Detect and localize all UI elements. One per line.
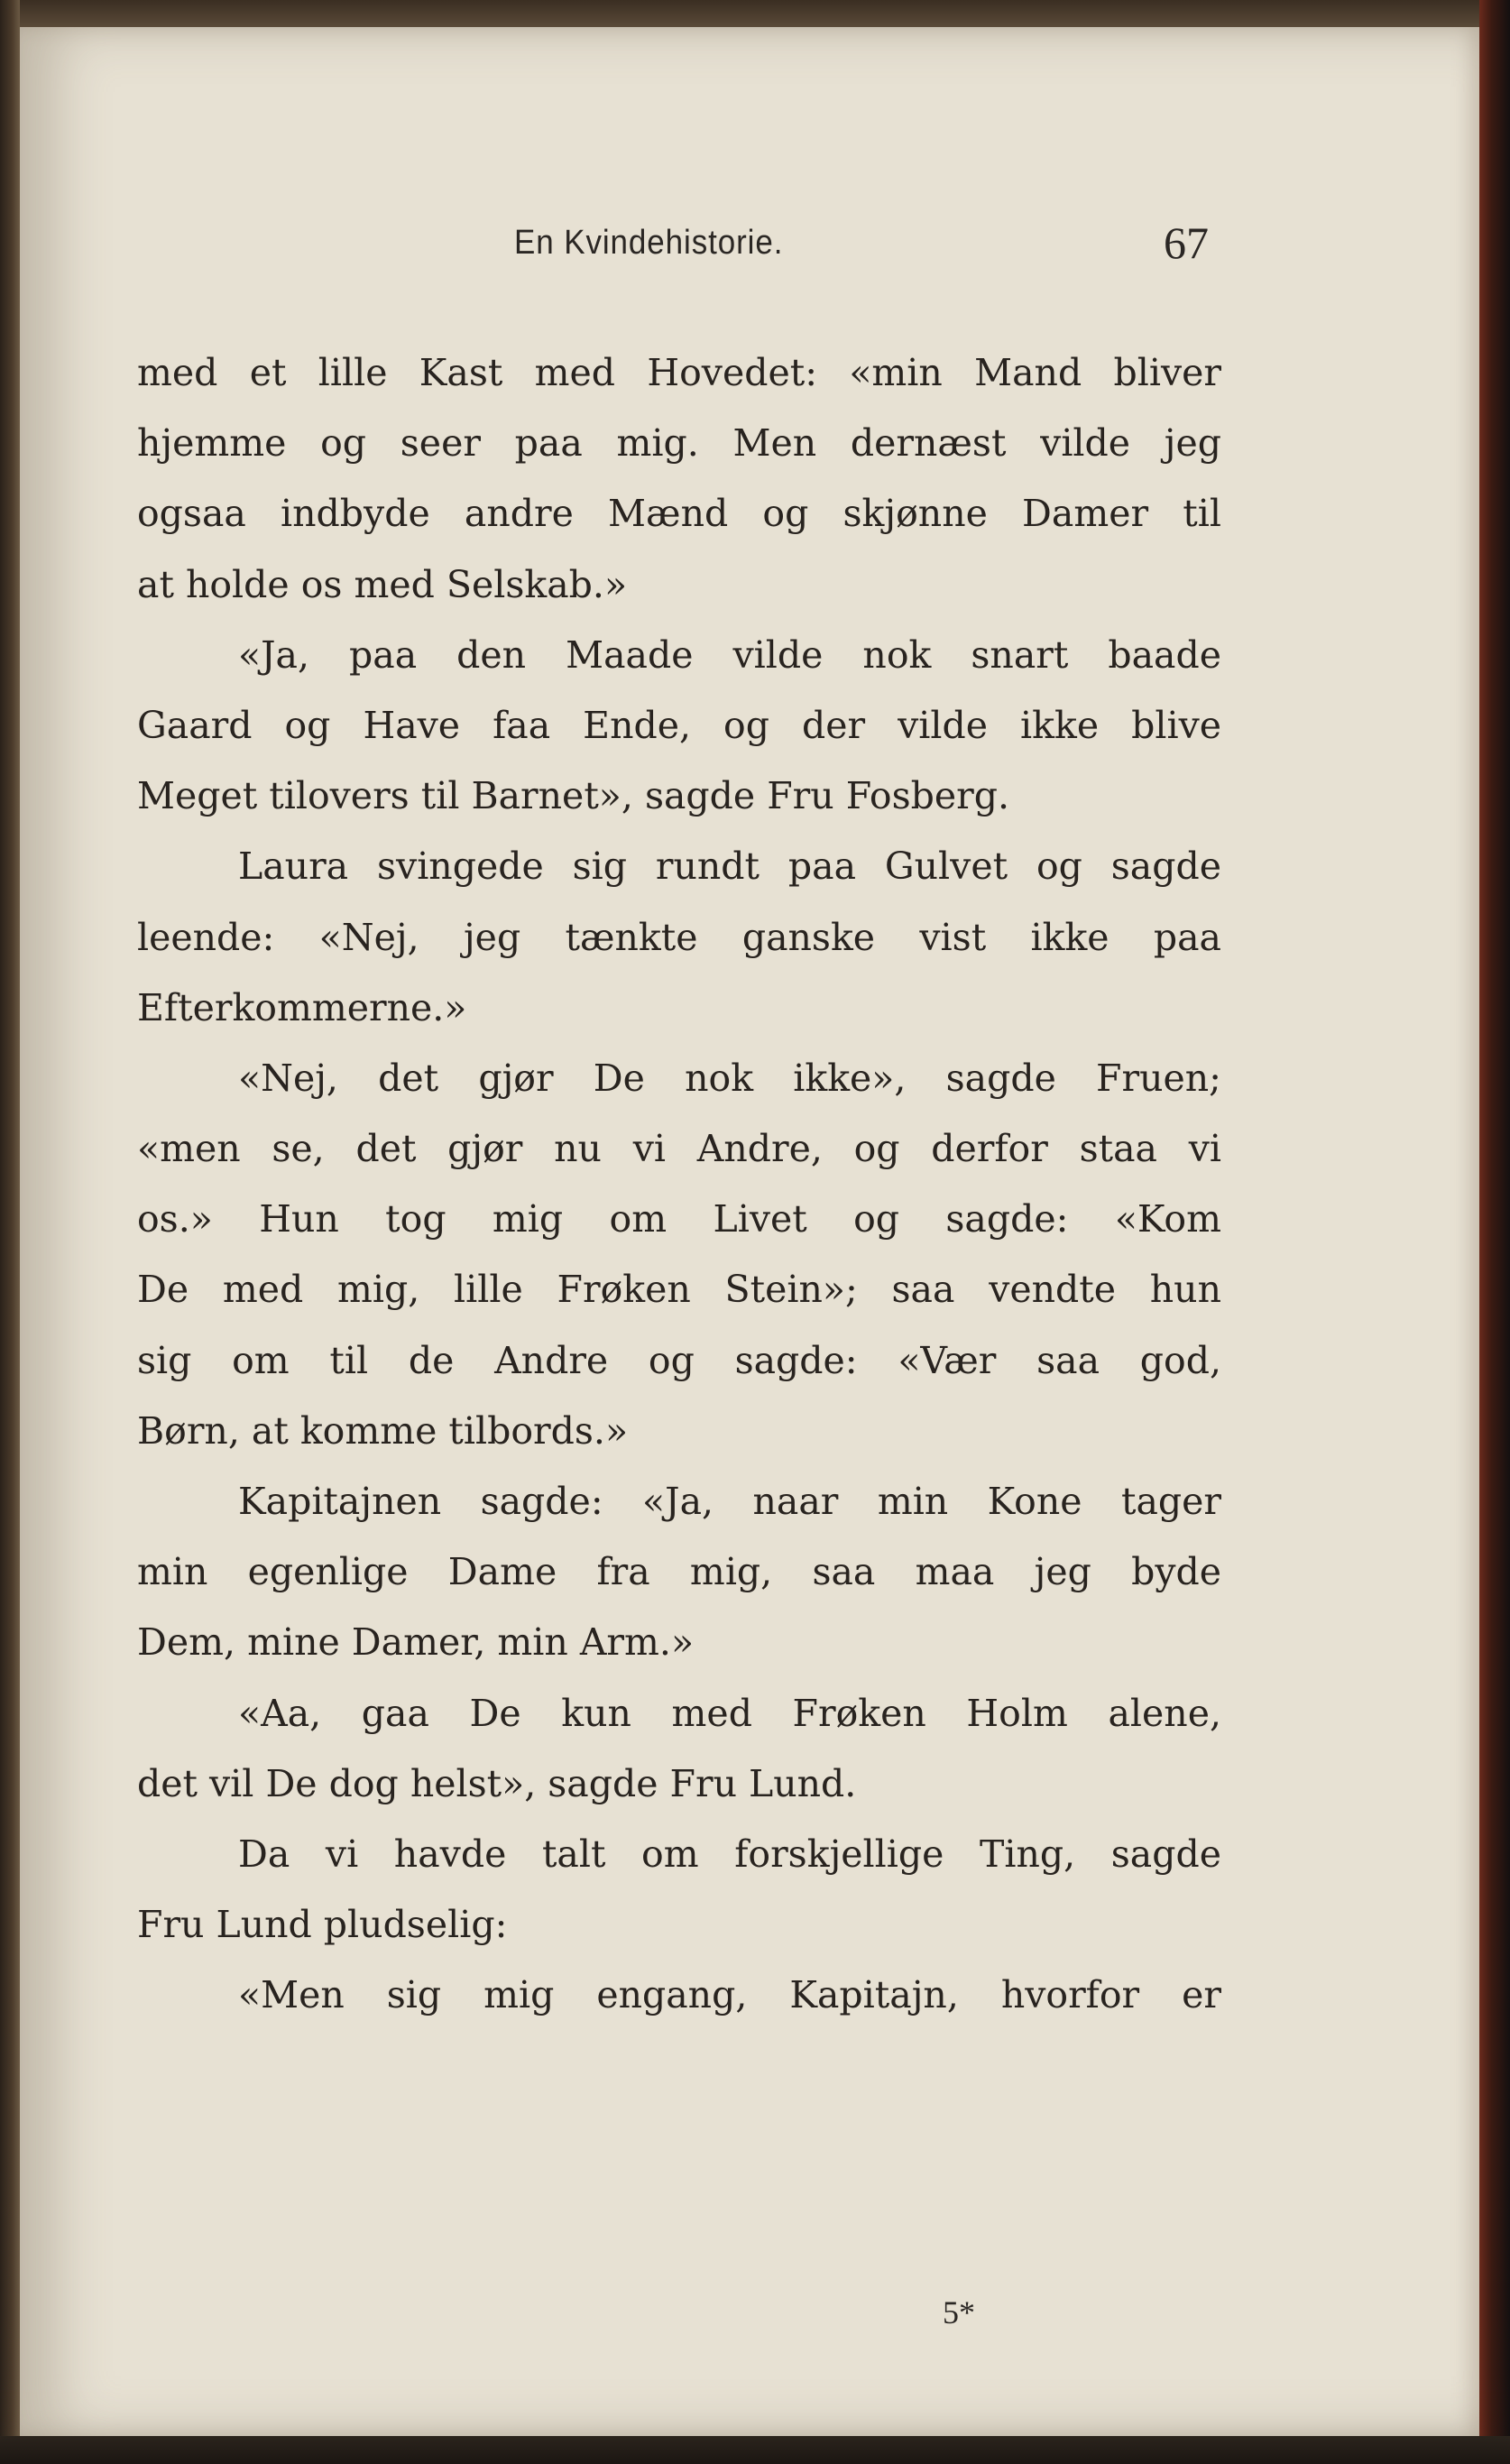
text-line: «men se, det gjør nu vi Andre, og derfor staa vi [137, 1127, 1221, 1171]
body-text [137, 337, 1221, 2031]
text-line: Kapitajnen sagde: «Ja, naar min Kone tager [238, 1480, 1221, 1523]
text-line: De med mig, lille Frøken Stein»; saa vendte hun [137, 1268, 1221, 1312]
text-line: «Ja, paa den Maade vilde nok snart baade [238, 632, 1221, 677]
text-line: det vil De dog helst», sagde Fru Lund. [137, 1761, 857, 1805]
page-number: 67 [1164, 217, 1209, 268]
text-line: «Aa, gaa De kun med Frøken Holm alene, [238, 1691, 1221, 1735]
text-line: Gaard og Have faa Ende, og der vilde ikke blive [137, 703, 1221, 747]
book-cover-edge [1479, 0, 1510, 2464]
text-line: Meget tilovers til Barnet», sagde Fru Fosberg. [137, 774, 1010, 818]
text-line: Dem, mine Damer, min Arm.» [137, 1620, 695, 1665]
text-line: leende: «Nej, jeg tænkte ganske vist ikke paa [137, 915, 1221, 959]
text-line: sig om til de Andre og sagde: «Vær saa god, [137, 1338, 1221, 1382]
text-line: min egenlige Dame fra mig, saa maa jeg byde [137, 1550, 1221, 1594]
text-line: os.» Hun tog mig om Livet og sagde: «Kom [137, 1197, 1221, 1241]
text-line: Da vi havde talt om forskjellige Ting, sagde [238, 1832, 1221, 1876]
book-top-edge [0, 0, 1510, 27]
text-line: hjemme og seer paa mig. Men dernæst vilde jeg [137, 421, 1221, 466]
text-line: ogsaa indbyde andre Mænd og skjønne Damer til [137, 492, 1221, 536]
book-binding [0, 0, 20, 2464]
signature-mark: 5* [943, 2294, 975, 2330]
book-bottom-edge [0, 2436, 1510, 2464]
text-line: «Men sig mig engang, Kapitajn, hvorfor er [238, 1973, 1221, 2017]
text-line: Børn, at komme tilbords.» [137, 1408, 629, 1453]
text-line: med et lille Kast med Hovedet: «min Mand bliver [137, 351, 1221, 394]
running-title: En Kvindehistorie. [514, 224, 784, 262]
text-line: Fru Lund pludselig: [137, 1903, 508, 1947]
text-line: at holde os med Selskab.» [137, 562, 628, 606]
text-line: Laura svingede sig rundt paa Gulvet og sagde [238, 844, 1221, 889]
text-line: «Nej, det gjør De nok ikke», sagde Fruen; [238, 1056, 1221, 1100]
text-line: Efterkommerne.» [137, 985, 467, 1029]
